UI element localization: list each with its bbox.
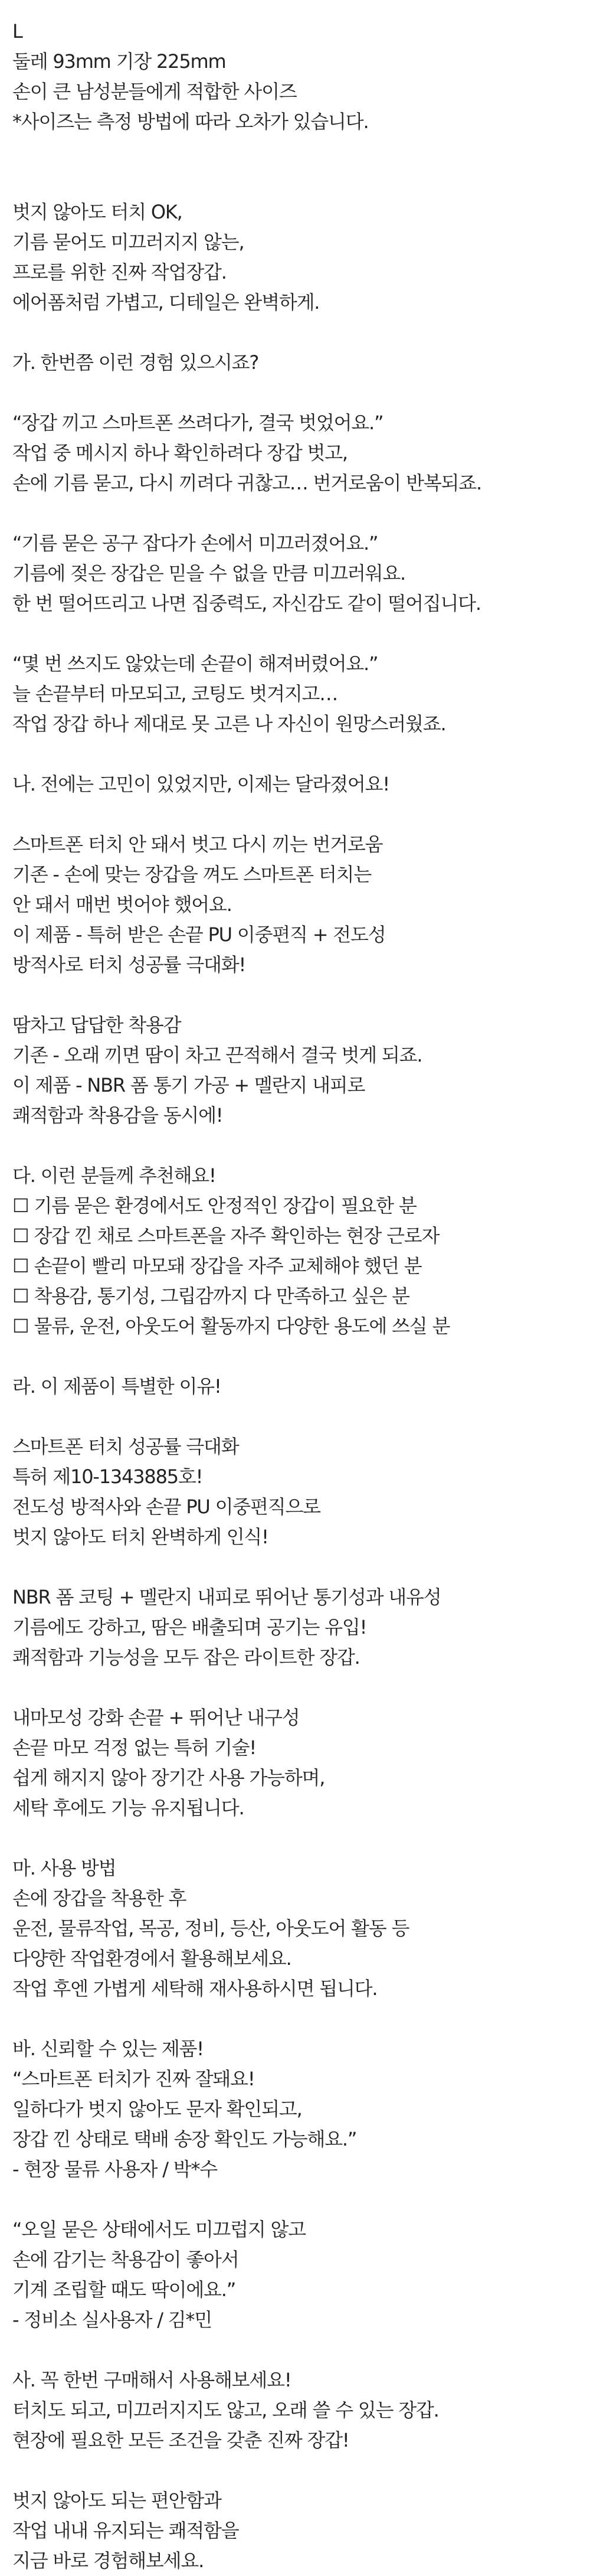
paragraph-spacer [12, 498, 579, 528]
text-line: 스마트폰 터치 안 돼서 벗고 다시 끼는 번거로움 [12, 833, 383, 856]
text-line: ☐ 기름 묻은 환경에서도 안정적인 장갑이 필요한 분 [12, 1194, 417, 1217]
text-line: 손에 기름 묻고, 다시 끼려다 귀찮고… 번거로움이 반복되죠. [12, 472, 481, 494]
text-line: 에어폼처럼 가볍고, 디테일은 완벽하게. [12, 291, 320, 314]
text-line: 기존 - 손에 맞는 장갑을 껴도 스마트폰 터치는 [12, 863, 371, 886]
text-line: 작업 중 메시지 하나 확인하려다 장갑 벗고, [12, 442, 348, 464]
text-line: 다. 이런 분들께 추천해요! [12, 1164, 216, 1187]
text-line: 특허 제10-1343885호! [12, 1465, 203, 1488]
text-line: 프로를 위한 진짜 작업장갑. [12, 261, 227, 283]
text-line: 땀차고 답답한 착용감 [12, 1014, 181, 1036]
paragraph-spacer [12, 1823, 579, 1853]
text-line: ☐ 착용감, 통기성, 그립감까지 다 만족하고 싶은 분 [12, 1285, 409, 1307]
paragraph-spacer [12, 2456, 579, 2486]
text-line: 다양한 작업환경에서 활용해보세요. [12, 1947, 291, 1970]
text-line: 이 제품 - 특허 받은 손끝 PU 이중편직 + 전도성 [12, 923, 386, 946]
text-line: 벗지 않아도 터치 완벽하게 인식! [12, 1526, 268, 1548]
paragraph-spacer [12, 799, 579, 830]
paragraph-spacer [12, 2004, 579, 2034]
text-line: “오일 묻은 상태에서도 미끄럽지 않고 [12, 2218, 306, 2241]
text-line: 나. 전에는 고민이 있었지만, 이제는 달라졌어요! [12, 773, 389, 795]
text-line: 벗지 않아도 되는 편안함과 [12, 2489, 221, 2512]
text-line: 일하다가 벗지 않아도 문자 확인되고, [12, 2098, 302, 2120]
text-line: “기름 묻은 공구 잡다가 손에서 미끄러졌어요.” [12, 532, 378, 554]
text-line: 가. 한번쯤 이런 경험 있으시죠? [12, 351, 259, 374]
text-line: 전도성 방적사와 손끝 PU 이중편직으로 [12, 1496, 320, 1518]
text-line: 손에 감기는 착용감이 좋아서 [12, 2248, 239, 2271]
text-line: L [12, 20, 22, 43]
text-line: 지금 바로 경험해보세요. [12, 2549, 204, 2572]
text-line: 손에 장갑을 착용한 후 [12, 1887, 186, 1909]
text-line: 스마트폰 터치 성공률 극대화 [12, 1435, 239, 1458]
text-line: 기름에 젖은 장갑은 믿을 수 없을 만큼 미끄러워요. [12, 562, 406, 585]
text-line: 기름에도 강하고, 땀은 배출되며 공기는 유입! [12, 1616, 367, 1638]
text-line: 장갑 낀 상태로 택배 송장 확인도 가능해요.” [12, 2128, 357, 2150]
text-line: ☐ 물류, 운전, 아웃도어 활동까지 다양한 용도에 쓰실 분 [12, 1315, 450, 1337]
text-line: ☐ 장갑 낀 채로 스마트폰을 자주 확인하는 현장 근로자 [12, 1225, 440, 1247]
text-line: 쾌적함과 착용감을 동시에! [12, 1104, 223, 1127]
text-line: 바. 신뢰할 수 있는 제품! [12, 2038, 204, 2060]
paragraph-spacer [12, 1673, 579, 1703]
paragraph-spacer [12, 980, 579, 1010]
text-line: 세탁 후에도 기능 유지됩니다. [12, 1797, 244, 1819]
text-line: 벗지 않아도 터치 OK, [12, 201, 182, 223]
text-line: 이 제품 - NBR 폼 통기 가공 + 멜란지 내피로 [12, 1074, 365, 1096]
text-line: 마. 사용 방법 [12, 1857, 116, 1879]
text-line: NBR 폼 코팅 + 멜란지 내피로 뛰어난 통기성과 내유성 [12, 1586, 441, 1608]
paragraph-spacer [12, 2335, 579, 2365]
text-line: 내마모성 강화 손끝 + 뛰어난 내구성 [12, 1706, 300, 1729]
paragraph-spacer [12, 1552, 579, 1582]
text-line: 기름 묻어도 미끄러지지 않는, [12, 231, 244, 253]
text-line: 안 돼서 매번 벗어야 했어요. [12, 893, 232, 916]
text-line: ☐ 손끝이 빨리 마모돼 장갑을 자주 교체해야 했던 분 [12, 1255, 422, 1277]
text-line: 기계 조립할 때도 딱이에요.” [12, 2278, 236, 2301]
text-line: - 현장 물류 사용자 / 박*수 [12, 2158, 217, 2180]
paragraph-spacer [12, 1341, 579, 1372]
product-description [12, 17, 579, 2576]
text-line: 기존 - 오래 끼면 땀이 차고 끈적해서 결국 벗게 되죠. [12, 1044, 422, 1066]
text-line: 현장에 필요한 모든 조건을 갖춘 진짜 장갑! [12, 2429, 349, 2451]
paragraph-spacer [12, 378, 579, 408]
text-line: 운전, 물류작업, 목공, 정비, 등산, 아웃도어 활동 등 [12, 1917, 409, 1940]
text-line: “장갑 끼고 스마트폰 쓰려다가, 결국 벗었어요.” [12, 412, 384, 434]
paragraph-spacer [12, 137, 579, 197]
text-line: 둘레 93mm 기장 225mm [12, 50, 226, 73]
text-line: 사. 꼭 한번 구매해서 사용해보세요! [12, 2369, 291, 2391]
text-line: 늘 손끝부터 마모되고, 코팅도 벗겨지고… [12, 683, 338, 705]
text-line: “몇 번 쓰지도 않았는데 손끝이 해져버렸어요.” [12, 652, 378, 675]
paragraph-spacer [12, 1402, 579, 1432]
paragraph-spacer [12, 1131, 579, 1161]
paragraph-spacer [12, 2185, 579, 2215]
paragraph-spacer [12, 619, 579, 649]
text-line: 손끝 마모 걱정 없는 특허 기술! [12, 1736, 257, 1759]
paragraph-spacer [12, 318, 579, 348]
text-line: - 정비소 실사용자 / 김*민 [12, 2309, 212, 2331]
text-line: 라. 이 제품이 특별한 이유! [12, 1375, 221, 1398]
text-line: *사이즈는 측정 방법에 따라 오차가 있습니다. [12, 110, 369, 133]
text-line: 쉽게 해지지 않아 장기간 사용 가능하며, [12, 1767, 325, 1789]
text-line: 작업 후엔 가볍게 세탁해 재사용하시면 됩니다. [12, 1977, 378, 2000]
text-line: 방적사로 터치 성공률 극대화! [12, 954, 246, 976]
text-line: 터치도 되고, 미끄러지지도 않고, 오래 쓸 수 있는 장갑. [12, 2399, 439, 2421]
text-line: 작업 장갑 하나 제대로 못 고른 나 자신이 원망스러웠죠. [12, 713, 446, 735]
text-line: 손이 큰 남성분들에게 적합한 사이즈 [12, 80, 297, 103]
text-line: “스마트폰 터치가 진짜 잘돼요! [12, 2068, 255, 2090]
text-line: 작업 내내 유지되는 쾌적함을 [12, 2519, 239, 2542]
text-line: 쾌적함과 기능성을 모두 잡은 라이트한 장갑. [12, 1646, 360, 1669]
paragraph-spacer [12, 739, 579, 769]
text-line: 한 번 떨어뜨리고 나면 집중력도, 자신감도 같이 떨어집니다. [12, 592, 481, 615]
